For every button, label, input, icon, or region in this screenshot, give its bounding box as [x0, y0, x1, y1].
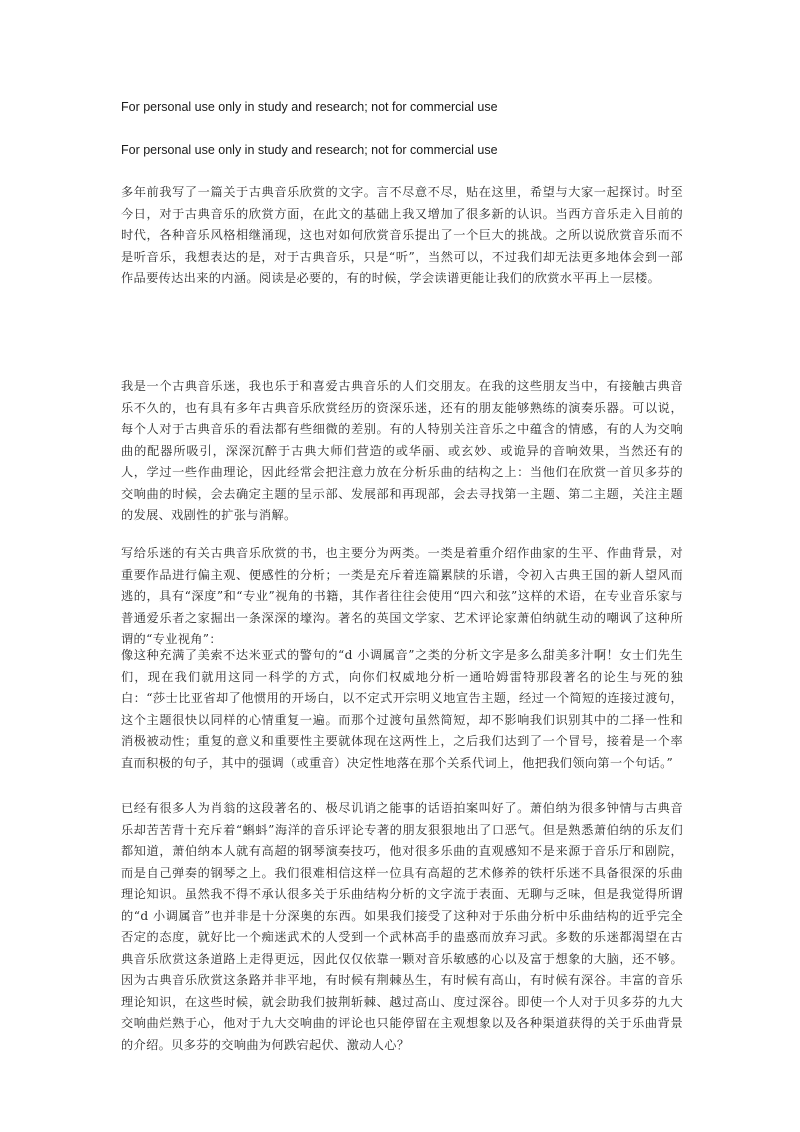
usage-disclaimer: For personal use only in study and research; not for commercial use [121, 100, 498, 114]
body-paragraph: 写给乐迷的有关古典音乐欣赏的书，也主要分为两类。一类是着重介绍作曲家的生平、作曲背景，对重要作品进行偏主观、便感性的分析；一类是充斥着连篇累牍的乐谱，令初入古典王国的新人望风而逃的，具有“深度”和“专业”视角的书籍，其作者往往会使用“四六和弦”这样的术语，在专业音乐家与普通爱乐者之家掘出一条深深的壕沟。著名的英国文学家、艺术评论家萧伯纳就生动的嘲讽了这种所谓的“专业视角”： [121, 546, 683, 646]
body-paragraph: 多年前我写了一篇关于古典音乐欣赏的文字。言不尽意不尽，贴在这里，希望与大家一起探讨。时至今日，对于古典音乐的欣赏方面，在此文的基础上我又增加了很多新的认识。当西方音乐走入目前的时代，各种音乐风格相继涌现，这也对如何欣赏音乐提出了一个巨大的挑战。之所以说欣赏音乐而不是听音乐，我想表达的是，对于古典音乐，只是“听”，当然可以，不过我们却无法更多地体会到一部作品要传达出来的内涵。阅读是必要的，有的时候，学会读谱更能让我们的欣赏水平再上一层楼。 [121, 185, 683, 285]
body-paragraph: 已经有很多人为肖翁的这段著名的、极尽讥诮之能事的话语拍案叫好了。萧伯纳为很多钟情与古典音乐却苦苦背十充斥着“蝌蚪”海洋的音乐评论专著的朋友狠狠地出了口恶气。但是熟悉萧伯纳的乐友们都知道，萧伯纳本人就有高超的钢琴演奏技巧，他对很多乐曲的直观感知不是来源于音乐厅和剧院，而是自己弹奏的钢琴之上。我们很难相信这样一位具有高超的艺术修养的铁杆乐迷不具备很深的乐曲理论知识。虽然我不得不承认很多关于乐曲结构分析的文字流于表面、无聊与乏味，但是我觉得所谓的“d 小调属音”也并非是十分深奥的东西。如果我们接受了这种对于乐曲分析中乐曲结构的近乎完全否定的态度，就好比一个痴迷武术的人受到一个武林高手的蛊惑而放弃习武。多数的乐迷都渴望在古典音乐欣赏这条道路上走得更远，因此仅仅依靠一颗对音乐敏感的心以及富于想象的大脑，还不够。因为古典音乐欣赏这条路并非平地，有时候有荆棘丛生，有时候有高山，有时候有深谷。丰富的音乐理论知识，在这些时候，就会助我们披荆斩棘、越过高山、度过深谷。即使一个人对于贝多芬的九大交响曲烂熟于心，他对于九大交响曲的评论也只能停留在主观想象以及各种渠道获得的关于乐曲背景的介绍。贝多芬的交响曲为何跌宕起伏、激动人心？ [121, 801, 683, 1052]
usage-disclaimer: For personal use only in study and research; not for commercial use [121, 143, 498, 157]
body-paragraph: 像这种充满了美索不达米亚式的警句的“d 小调属音”之类的分析文字是多么甜美多汁啊！女士们先生们，现在我们就用这同一科学的方式，向你们权威地分析一通哈姆雷特那段著名的论生与死的独白：“莎士比亚省却了他惯用的开场白，以不定式开宗明义地宣告主题，经过一个简短的连接过渡句，这个主题很快以同样的心情重复一遍。而那个过渡句虽然简短，却不影响我们识别其中的二择一性和消极被动性；重复的意义和重要性主要就体现在这两性上，之后我们达到了一个冒号，接着是一个率直而积极的句子，其中的强调（或重音）决定性地落在那个关系代词上，他把我们领向第一个句话。” [121, 648, 683, 770]
body-paragraph: 我是一个古典音乐迷，我也乐于和喜爱古典音乐的人们交朋友。在我的这些朋友当中，有接触古典音乐不久的，也有具有多年古典音乐欣赏经历的资深乐迷，还有的朋友能够熟练的演奏乐器。可以说，每个人对于古典音乐的看法都有些细微的差别。有的人特别关注音乐之中蕴含的情感，有的人为交响曲的配器所吸引，深深沉醉于古典大师们营造的或华丽、或玄妙、或诡异的音响效果，当然还有的人，学过一些作曲理论，因此经常会把注意力放在分析乐曲的结构之上：当他们在欣赏一首贝多芬的交响曲的时候，会去确定主题的呈示部、发展部和再现部，会去寻找第一主题、第二主题，关注主题的发展、戏剧性的扩张与消解。 [121, 379, 683, 522]
